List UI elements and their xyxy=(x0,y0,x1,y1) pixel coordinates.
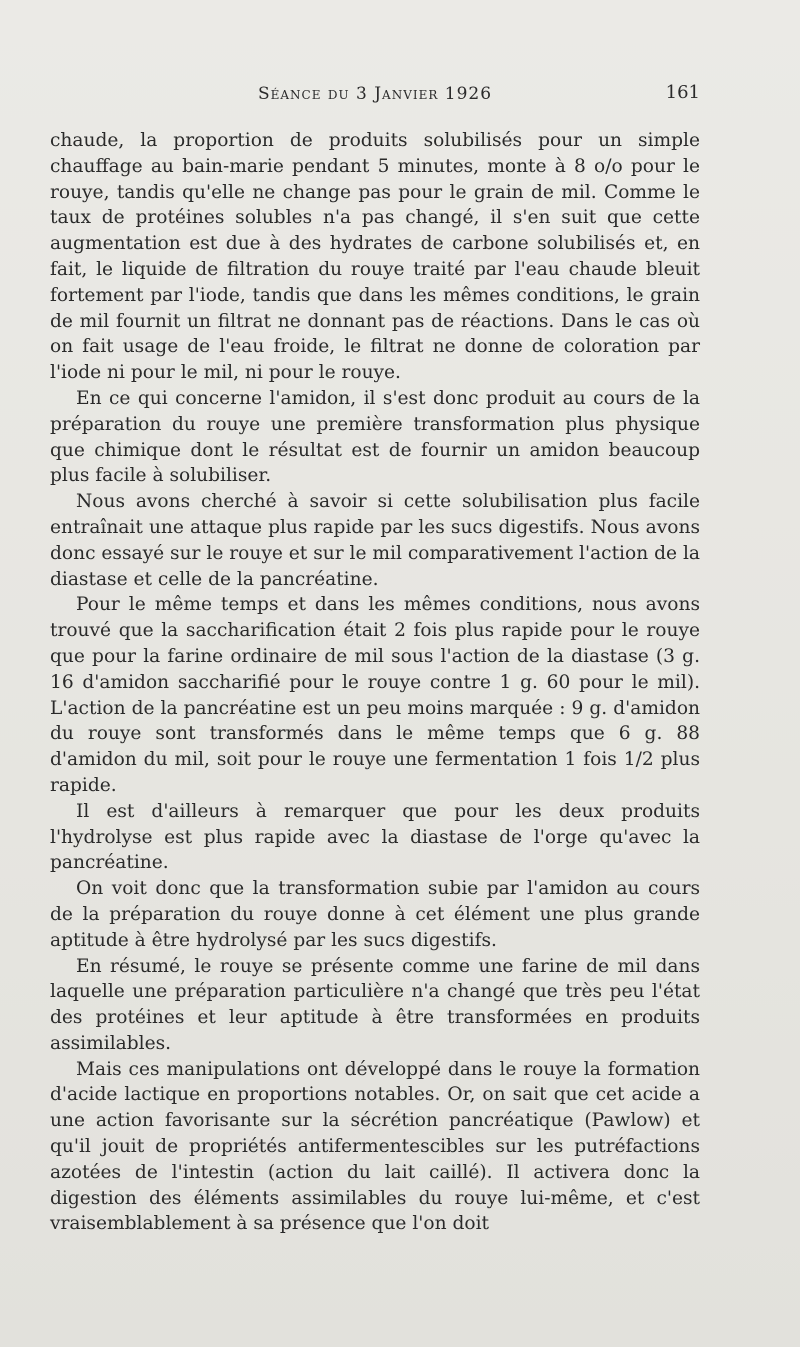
running-head: Séance du 3 Janvier 1926 xyxy=(257,84,493,104)
body-text xyxy=(50,128,700,1237)
paragraph: Pour le même temps et dans les mêmes conditions, nous avons trouvé que la saccharification était 2 fois plus rapide pour le rouye que pour la farine ordinaire de mil sous l'action de la diastase (3 g. 16 d'amidon saccharifié pour le rouye contre 1 g. 60 pour le mil). L'action de la pancréatine est un peu moins marquée : 9 g. d'amidon du rouye sont transformés dans le même temps que 6 g. 88 d'amidon du mil, soit pour le rouye une fermentation 1 fois 1/2 plus rapide. xyxy=(50,594,700,796)
paragraph: En résumé, le rouye se présente comme une farine de mil dans laquelle une préparation particulière n'a changé que très peu l'état des protéines et leur aptitude à être transformées en produits assimilables. xyxy=(50,955,700,1054)
page-header xyxy=(50,84,700,114)
paragraph: chaude, la proportion de produits solubilisés pour un simple chauffage au bain-marie pendant 5 minutes, monte à 8 o/o pour le rouye, tandis qu'elle ne change pas pour le grain de mil. Comme le taux de protéines solubles n'a pas changé, il s'en suit que cette augmentation est due à des hydrates de carbone solubilisés et, en fait, le liquide de filtration du rouye traité par l'eau chaude bleuit fortement par l'iode, tandis que dans les mêmes conditions, le grain de mil fournit un filtrat ne donnant pas de réactions. Dans le cas où on fait usage de l'eau froide, le filtrat ne donne de coloration par l'iode ni pour le mil, ni pour le rouye. xyxy=(50,130,700,384)
paragraph: On voit donc que la transformation subie par l'amidon au cours de la préparation du rouye donne à cet élément une plus grande aptitude à être hydrolysé par les sucs digestifs. xyxy=(50,878,700,951)
paragraph: En ce qui concerne l'amidon, il s'est donc produit au cours de la préparation du rouye une première transformation plus physique que chimique dont le résultat est de fournir un amidon beaucoup plus facile à solubiliser. xyxy=(50,387,700,487)
paragraph: Nous avons cherché à savoir si cette solubilisation plus facile entraînait une attaque plus rapide par les sucs digestifs. Nous avons donc essayé sur le rouye et sur le mil comparativement l'action de la diastase et celle de la pancréatine. xyxy=(50,491,700,590)
page-number: 161 xyxy=(665,82,700,103)
paragraph: Il est d'ailleurs à remarquer que pour les deux produits l'hydrolyse est plus rapide avec la diastase de l'orge qu'avec la pancréatine. xyxy=(50,800,700,874)
paragraph: Mais ces manipulations ont développé dans le rouye la formation d'acide lactique en proportions notables. Or, on sait que cet acide a une action favorisante sur la sécrétion pancréatique (Pawlow) et qu'il jouit de propriétés antifermentescibles sur les putréfactions azotées de l'intestin (action du lait caillé). Il activera donc la digestion des éléments assimilables du rouye lui-même, et c'est vraisemblablement à sa présence que l'on doit xyxy=(50,1058,700,1235)
